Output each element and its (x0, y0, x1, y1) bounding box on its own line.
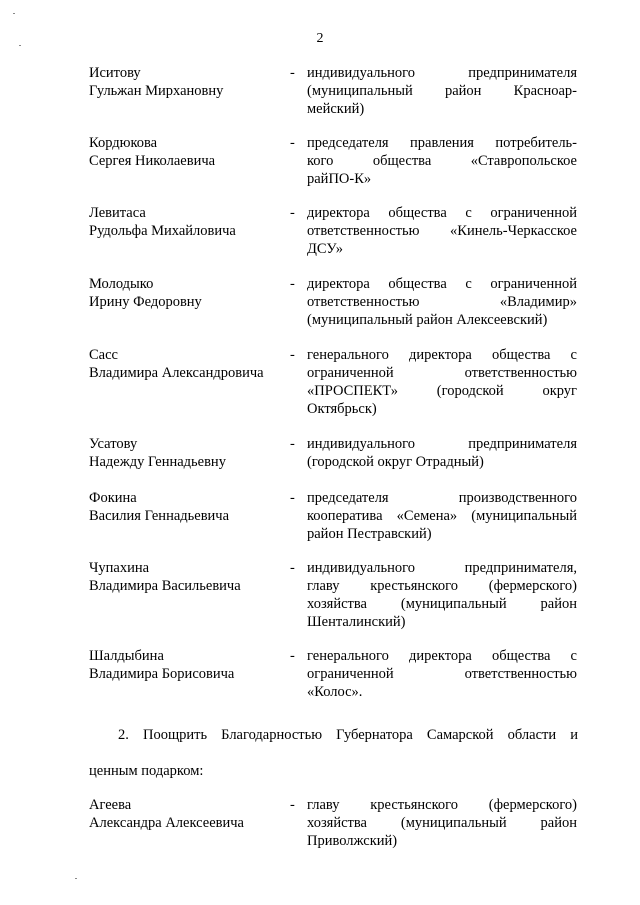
description-line: (муниципальный район Алексеевский) (307, 312, 548, 328)
separator-dash: - (290, 347, 295, 363)
description-line: председателя правления потребитель- (307, 135, 577, 151)
person-name-line: Иситову (89, 65, 141, 81)
description-line: ответственностью «Кинель-Черкасское (307, 223, 577, 239)
person-name (89, 134, 289, 170)
description-line: Приволжский) (307, 833, 398, 849)
position-description (307, 796, 577, 850)
person-name-line: Владимира Александровича (89, 365, 264, 381)
description-line: генерального директора общества с (307, 648, 577, 664)
separator-dash: - (290, 560, 295, 576)
person-name-line: Усатову (89, 436, 138, 452)
description-line: председателя производственного (307, 490, 577, 506)
description-line: хозяйства (муниципальный район (307, 815, 577, 831)
person-name-line: Левитаса (89, 205, 146, 221)
scan-speck (19, 45, 21, 46)
person-name (89, 796, 289, 832)
person-name-line: Фокина (89, 490, 137, 506)
description-line: ограниченной ответственностью (307, 365, 577, 381)
person-name (89, 346, 289, 382)
person-name-line: Владимира Васильевича (89, 578, 241, 594)
scan-speck (75, 878, 77, 879)
person-name-line: Александра Алексеевича (89, 815, 244, 831)
person-name (89, 204, 289, 240)
description-line: (муниципальный район Красноар- (307, 83, 577, 99)
person-name (89, 489, 289, 525)
description-line: ограниченной ответственностью (307, 666, 577, 682)
separator-dash: - (290, 490, 295, 506)
description-line: «Колос». (307, 684, 363, 700)
person-name-line: Владимира Борисовича (89, 666, 235, 682)
person-name (89, 64, 289, 100)
position-description (307, 489, 577, 543)
person-name (89, 275, 289, 311)
page-number: 2 (316, 31, 324, 46)
description-line: райПО-К» (307, 171, 372, 187)
description-line: район Пестравский) (307, 526, 432, 542)
person-name-line: Сергея Николаевича (89, 153, 216, 169)
person-name-line: Рудольфа Михайловича (89, 223, 236, 239)
person-name-line: Чупахина (89, 560, 150, 576)
position-description (307, 559, 577, 631)
paragraph-line-2: ценным подарком: (89, 763, 204, 779)
description-line: директора общества с ограниченной (307, 276, 577, 292)
person-name-line: Молодыко (89, 276, 154, 292)
description-line: Шенталинский) (307, 614, 406, 630)
description-line: ответственностью «Владимир» (307, 294, 577, 310)
position-description (307, 346, 577, 418)
description-line: кооператива «Семена» (муниципальный (307, 508, 577, 524)
description-line: директора общества с ограниченной (307, 205, 577, 221)
description-line: индивидуального предпринимателя (307, 65, 577, 81)
separator-dash: - (290, 436, 295, 452)
section-2-paragraph (89, 717, 578, 789)
separator-dash: - (290, 648, 295, 664)
person-name (89, 559, 289, 595)
position-description (307, 134, 577, 188)
person-name-line: Шалдыбина (89, 648, 164, 664)
position-description (307, 204, 577, 258)
separator-dash: - (290, 276, 295, 292)
description-line: мейский) (307, 101, 365, 117)
description-line: кого общества «Ставропольское (307, 153, 577, 169)
person-name-line: Гульжан Мирхановну (89, 83, 224, 99)
description-line: главу крестьянского (фермерского) (307, 797, 577, 813)
description-line: хозяйства (муниципальный район (307, 596, 577, 612)
separator-dash: - (290, 205, 295, 221)
scan-speck (13, 13, 15, 14)
person-name-line: Сасс (89, 347, 118, 363)
paragraph-line-1: 2. Поощрить Благодарностью Губернатора Самарской области и (118, 727, 578, 743)
description-line: ДСУ» (307, 241, 343, 257)
description-line: главу крестьянского (фермерского) (307, 578, 577, 594)
position-description (307, 64, 577, 118)
person-name-line: Кордюкова (89, 135, 158, 151)
separator-dash: - (290, 65, 295, 81)
description-line: индивидуального предпринимателя, (307, 560, 577, 576)
person-name (89, 435, 289, 471)
position-description (307, 647, 577, 701)
description-line: индивидуального предпринимателя (307, 436, 577, 452)
person-name-line: Надежду Геннадьевну (89, 454, 226, 470)
person-name (89, 647, 289, 683)
separator-dash: - (290, 797, 295, 813)
description-line: (городской округ Отрадный) (307, 454, 484, 470)
position-description (307, 275, 577, 329)
separator-dash: - (290, 135, 295, 151)
description-line: «ПРОСПЕКТ» (городской округ (307, 383, 577, 399)
description-line: генерального директора общества с (307, 347, 577, 363)
person-name-line: Ирину Федоровну (89, 294, 202, 310)
person-name-line: Василия Геннадьевича (89, 508, 230, 524)
description-line: Октябрьск) (307, 401, 377, 417)
person-name-line: Агеева (89, 797, 132, 813)
position-description (307, 435, 577, 471)
